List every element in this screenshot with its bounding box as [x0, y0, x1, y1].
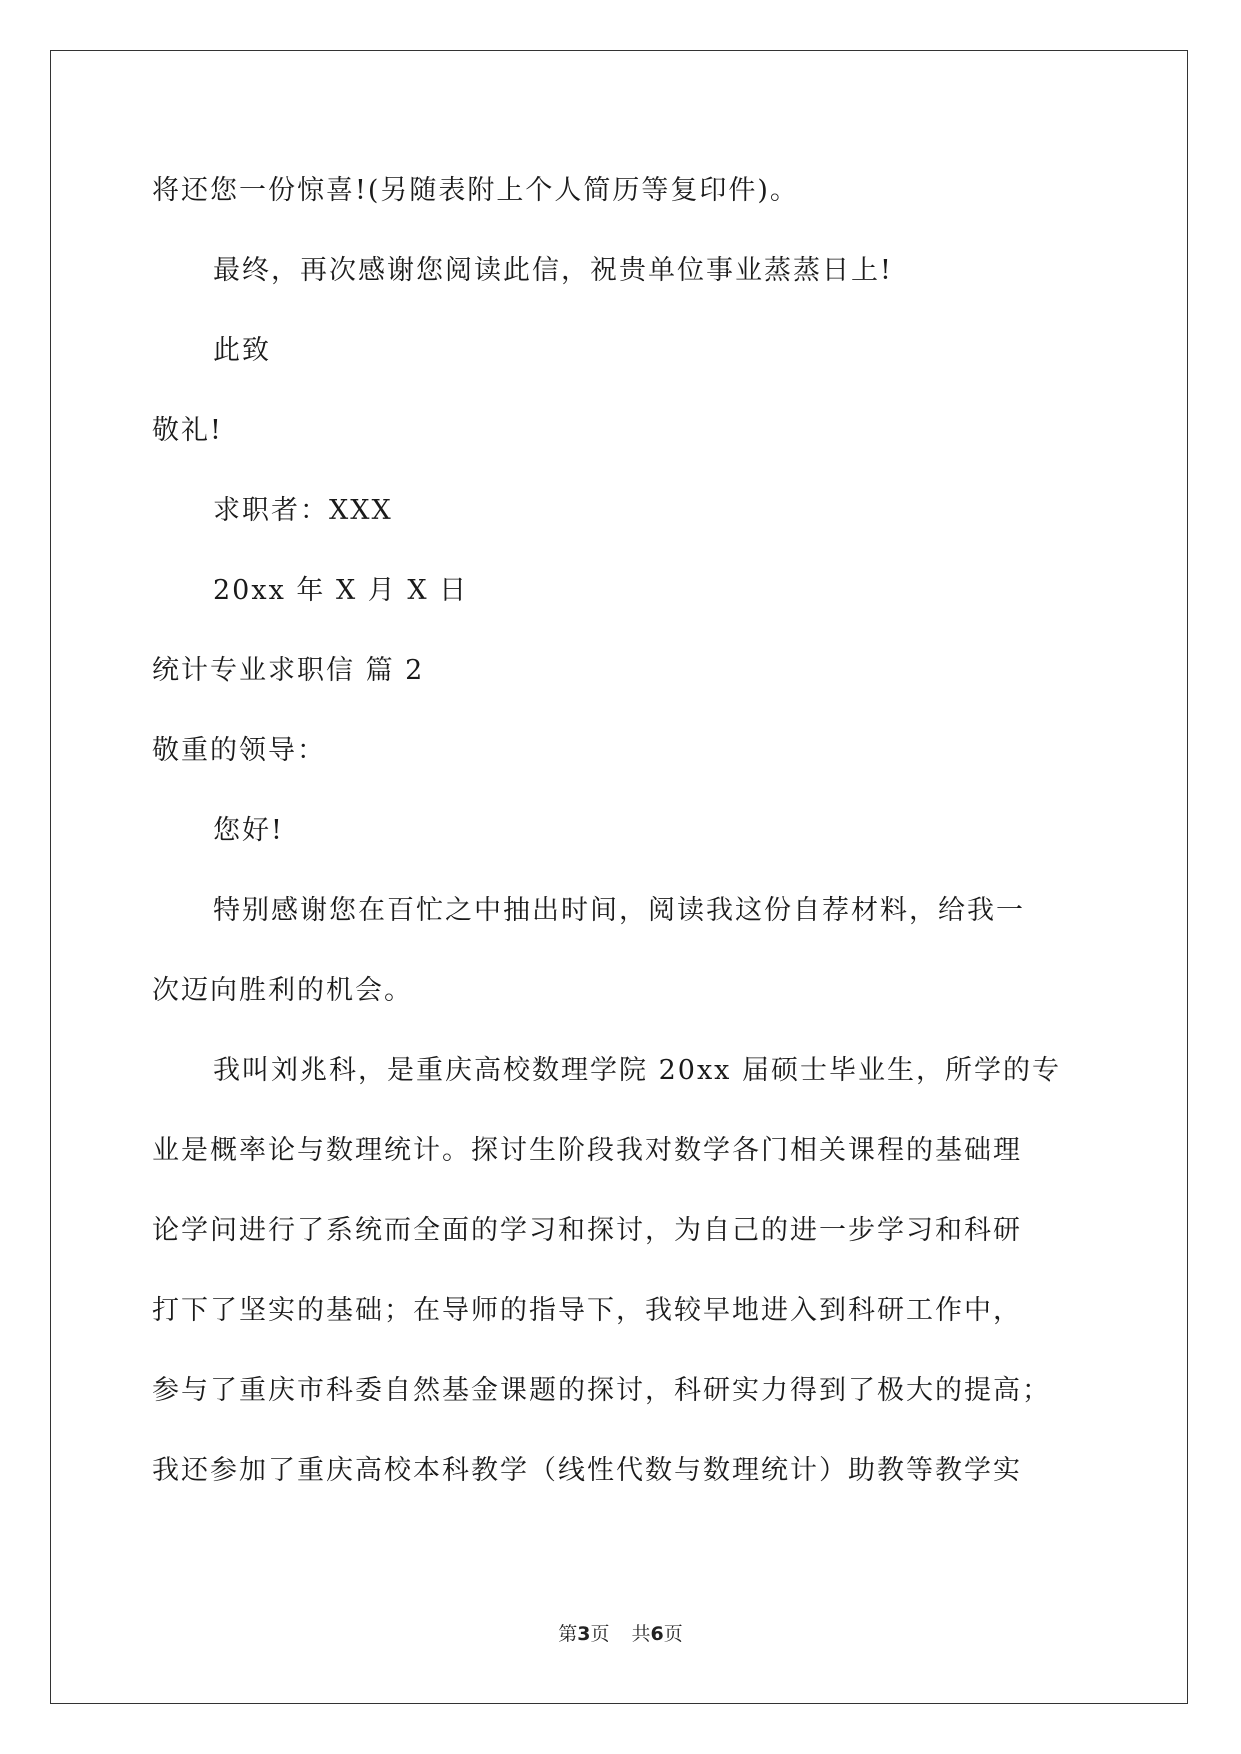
- salutation: 敬重的领导：: [152, 735, 326, 766]
- text-line: 敬礼!: [152, 415, 223, 446]
- footer-total-unit: 页: [663, 1623, 683, 1645]
- text-line: 次迈向胜利的机会。: [152, 975, 413, 1006]
- text-line: 将还您一份惊喜!(另随表附上个人简历等复印件)。: [152, 175, 799, 206]
- text-line: 最终，再次感谢您阅读此信，祝贵单位事业蒸蒸日上!: [213, 255, 893, 286]
- signature-line: 求职者：XXX: [213, 495, 393, 526]
- footer-page-unit: 页: [590, 1623, 610, 1645]
- text-line: 此致: [213, 335, 271, 366]
- section-heading: 统计专业求职信 篇 2: [152, 655, 425, 686]
- date-line: 20xx 年 X 月 X 日: [213, 575, 469, 606]
- footer-page-prefix: 第: [558, 1623, 578, 1645]
- page-footer: [0, 1622, 1241, 1646]
- footer-page-current: 3: [577, 1623, 591, 1645]
- text-line: 特别感谢您在百忙之中抽出时间，阅读我这份自荐材料，给我一: [213, 895, 1025, 926]
- greeting: 您好!: [213, 815, 284, 846]
- text-line: 参与了重庆市科委自然基金课题的探讨，科研实力得到了极大的提高；: [152, 1375, 1051, 1406]
- footer-page-total: 6: [650, 1623, 664, 1645]
- text-line: 我叫刘兆科，是重庆高校数理学院 20xx 届硕士毕业生，所学的专: [213, 1055, 1061, 1086]
- text-line: 论学问进行了系统而全面的学习和探讨，为自己的进一步学习和科研: [152, 1215, 1022, 1246]
- text-line: 打下了坚实的基础；在导师的指导下，我较早地进入到科研工作中，: [152, 1295, 1022, 1326]
- footer-total-prefix: 共: [631, 1623, 651, 1645]
- text-line: 业是概率论与数理统计。探讨生阶段我对数学各门相关课程的基础理: [152, 1135, 1022, 1166]
- text-line: 我还参加了重庆高校本科教学（线性代数与数理统计）助教等教学实: [152, 1455, 1022, 1486]
